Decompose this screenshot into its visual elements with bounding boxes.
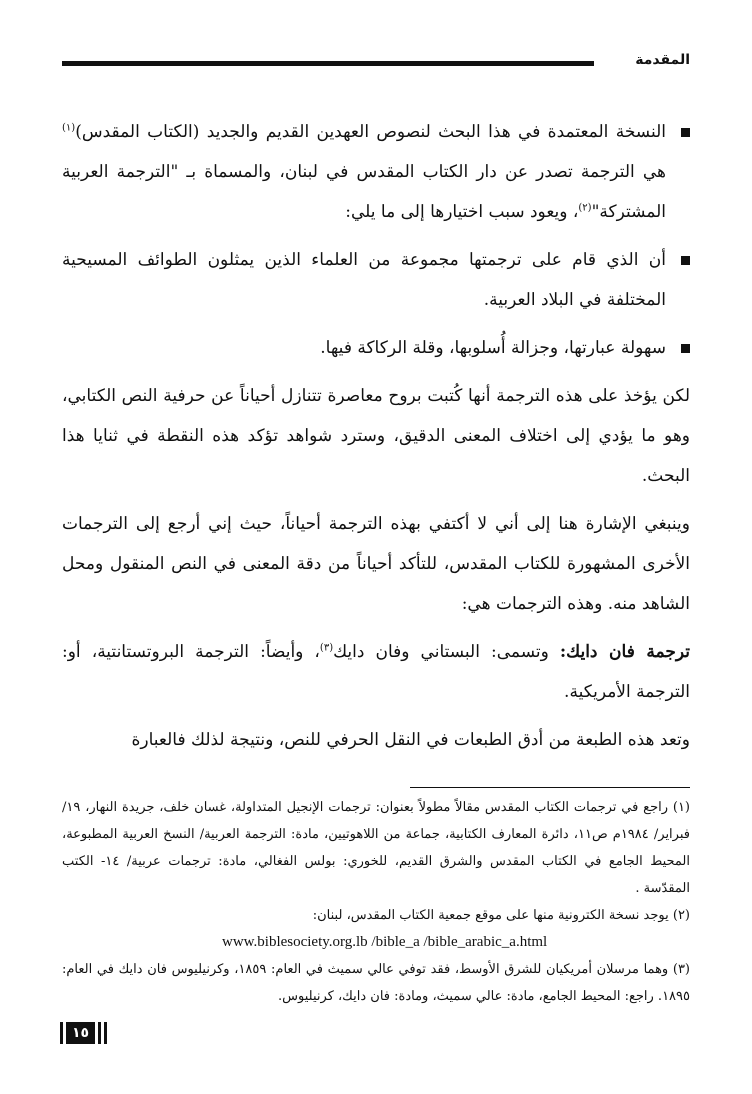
header-title: المقدمة: [635, 52, 690, 68]
paragraph-van-dyck: ترجمة فان دايك: وتسمى: البستاني وفان دايك$^{(٣)}$، وأيضاً: الترجمة البروتستانتية، أو: الترجمة الأمريكية.: [62, 642, 690, 702]
page-number-bar: [104, 1022, 107, 1044]
bullet-item-source: النسخة المعتمدة في هذا البحث لنصوص العهدين القديم والجديد (الكتاب المقدس)$^{(١)}$ هي الترجمة تصدر عن دار الكتاب المقدس في لبنان، والمسماة بـ "الترجمة العربية المشتركة"$^{(٢)}$، ويعود سبب اختيارها إلى ما يلي:: [62, 112, 690, 232]
page-number-label: ١٥: [66, 1022, 95, 1044]
main-text: [62, 112, 690, 768]
footnote-url: www.biblesociety.org.lb /bible_a /bible_arabic_a.html: [222, 934, 548, 950]
paragraph-other-translations: وينبغي الإشارة هنا إلى أني لا أكتفي بهذه الترجمة أحياناً، حيث إني أرجع إلى الترجمات الأخرى المشهورة للكتاب المقدس، للتأكد أحياناً من دقة المعنى في النص المنقول ومحل الشاهد منه. وهذه الترجمات هي:: [62, 514, 690, 614]
bullet-list: [62, 112, 690, 368]
footnote-3: (٣) وهما مرسلان أمريكيان للشرق الأوسط، فقد توفي عالي سميث في العام: ١٨٥٩، وكرنيليوس فان دايك في العام: ١٨٩٥. راجع: المحيط الجامع، مادة: عالي سميث، ومادة: فان دايك، كرنيليوس.: [62, 962, 690, 1004]
page-number-bar: [60, 1022, 63, 1044]
footnote-ref-1: (١): [62, 122, 76, 134]
footnote-2: (٢) يوجد نسخة الكترونية منها على موقع جمعية الكتاب المقدس، لبنان:: [312, 908, 690, 923]
footnote-1: (١) راجع في ترجمات الكتاب المقدس مقالاً مطولاً بعنوان: ترجمات الإنجيل المتداولة، غسان خلف، جريدة النهار، ١٩/ فبراير/ ١٩٨٤م ص١١، دائرة المعارف الكتابية، جماعة من اللاهوتيين، مادة: الترجمة العربية/ النسخ العربية المطبوعة، المحيط الجامع في الكتاب المقدس والشرق القديم، للخوري: بولس الفغالي، مادة: ترجمات عربية/ ١٤- الكتب المقدّسة .: [62, 800, 690, 896]
paragraph-critique: لكن يؤخذ على هذه الترجمة أنها كُتبت بروح معاصرة تتنازل أحياناً عن حرفية النص الكتابي، وهو ما يؤدي إلى اختلاف المعنى الدقيق، وسترد شواهد تؤكد هذه النقطة في ثنايا هذا البحث.: [62, 386, 690, 486]
van-dyck-label: ترجمة فان دايك:: [559, 642, 690, 662]
footnote-ref-3: (٣): [319, 642, 334, 654]
bullet-item-scholars: أن الذي قام على ترجمتها مجموعة من العلماء الذين يمثلون الطوائف المسيحية المختلفة في البلاد العربية.: [62, 240, 690, 320]
header-rule: [62, 61, 594, 66]
paragraph-last: وتعد هذه الطبعة من أدق الطبعات في النقل الحرفي للنص، ونتيجة لذلك فالعبارة: [131, 730, 690, 750]
footnotes: [62, 794, 690, 1010]
page-number-bar: [98, 1022, 101, 1044]
footnote-rule: [410, 787, 690, 788]
page-header: [62, 50, 690, 76]
footnote-ref-2: (٢): [578, 202, 592, 214]
bullet-item-style: سهولة عبارتها، وجزالة أُسلوبها، وقلة الركاكة فيها.: [62, 328, 690, 368]
page-number: [60, 1020, 107, 1046]
